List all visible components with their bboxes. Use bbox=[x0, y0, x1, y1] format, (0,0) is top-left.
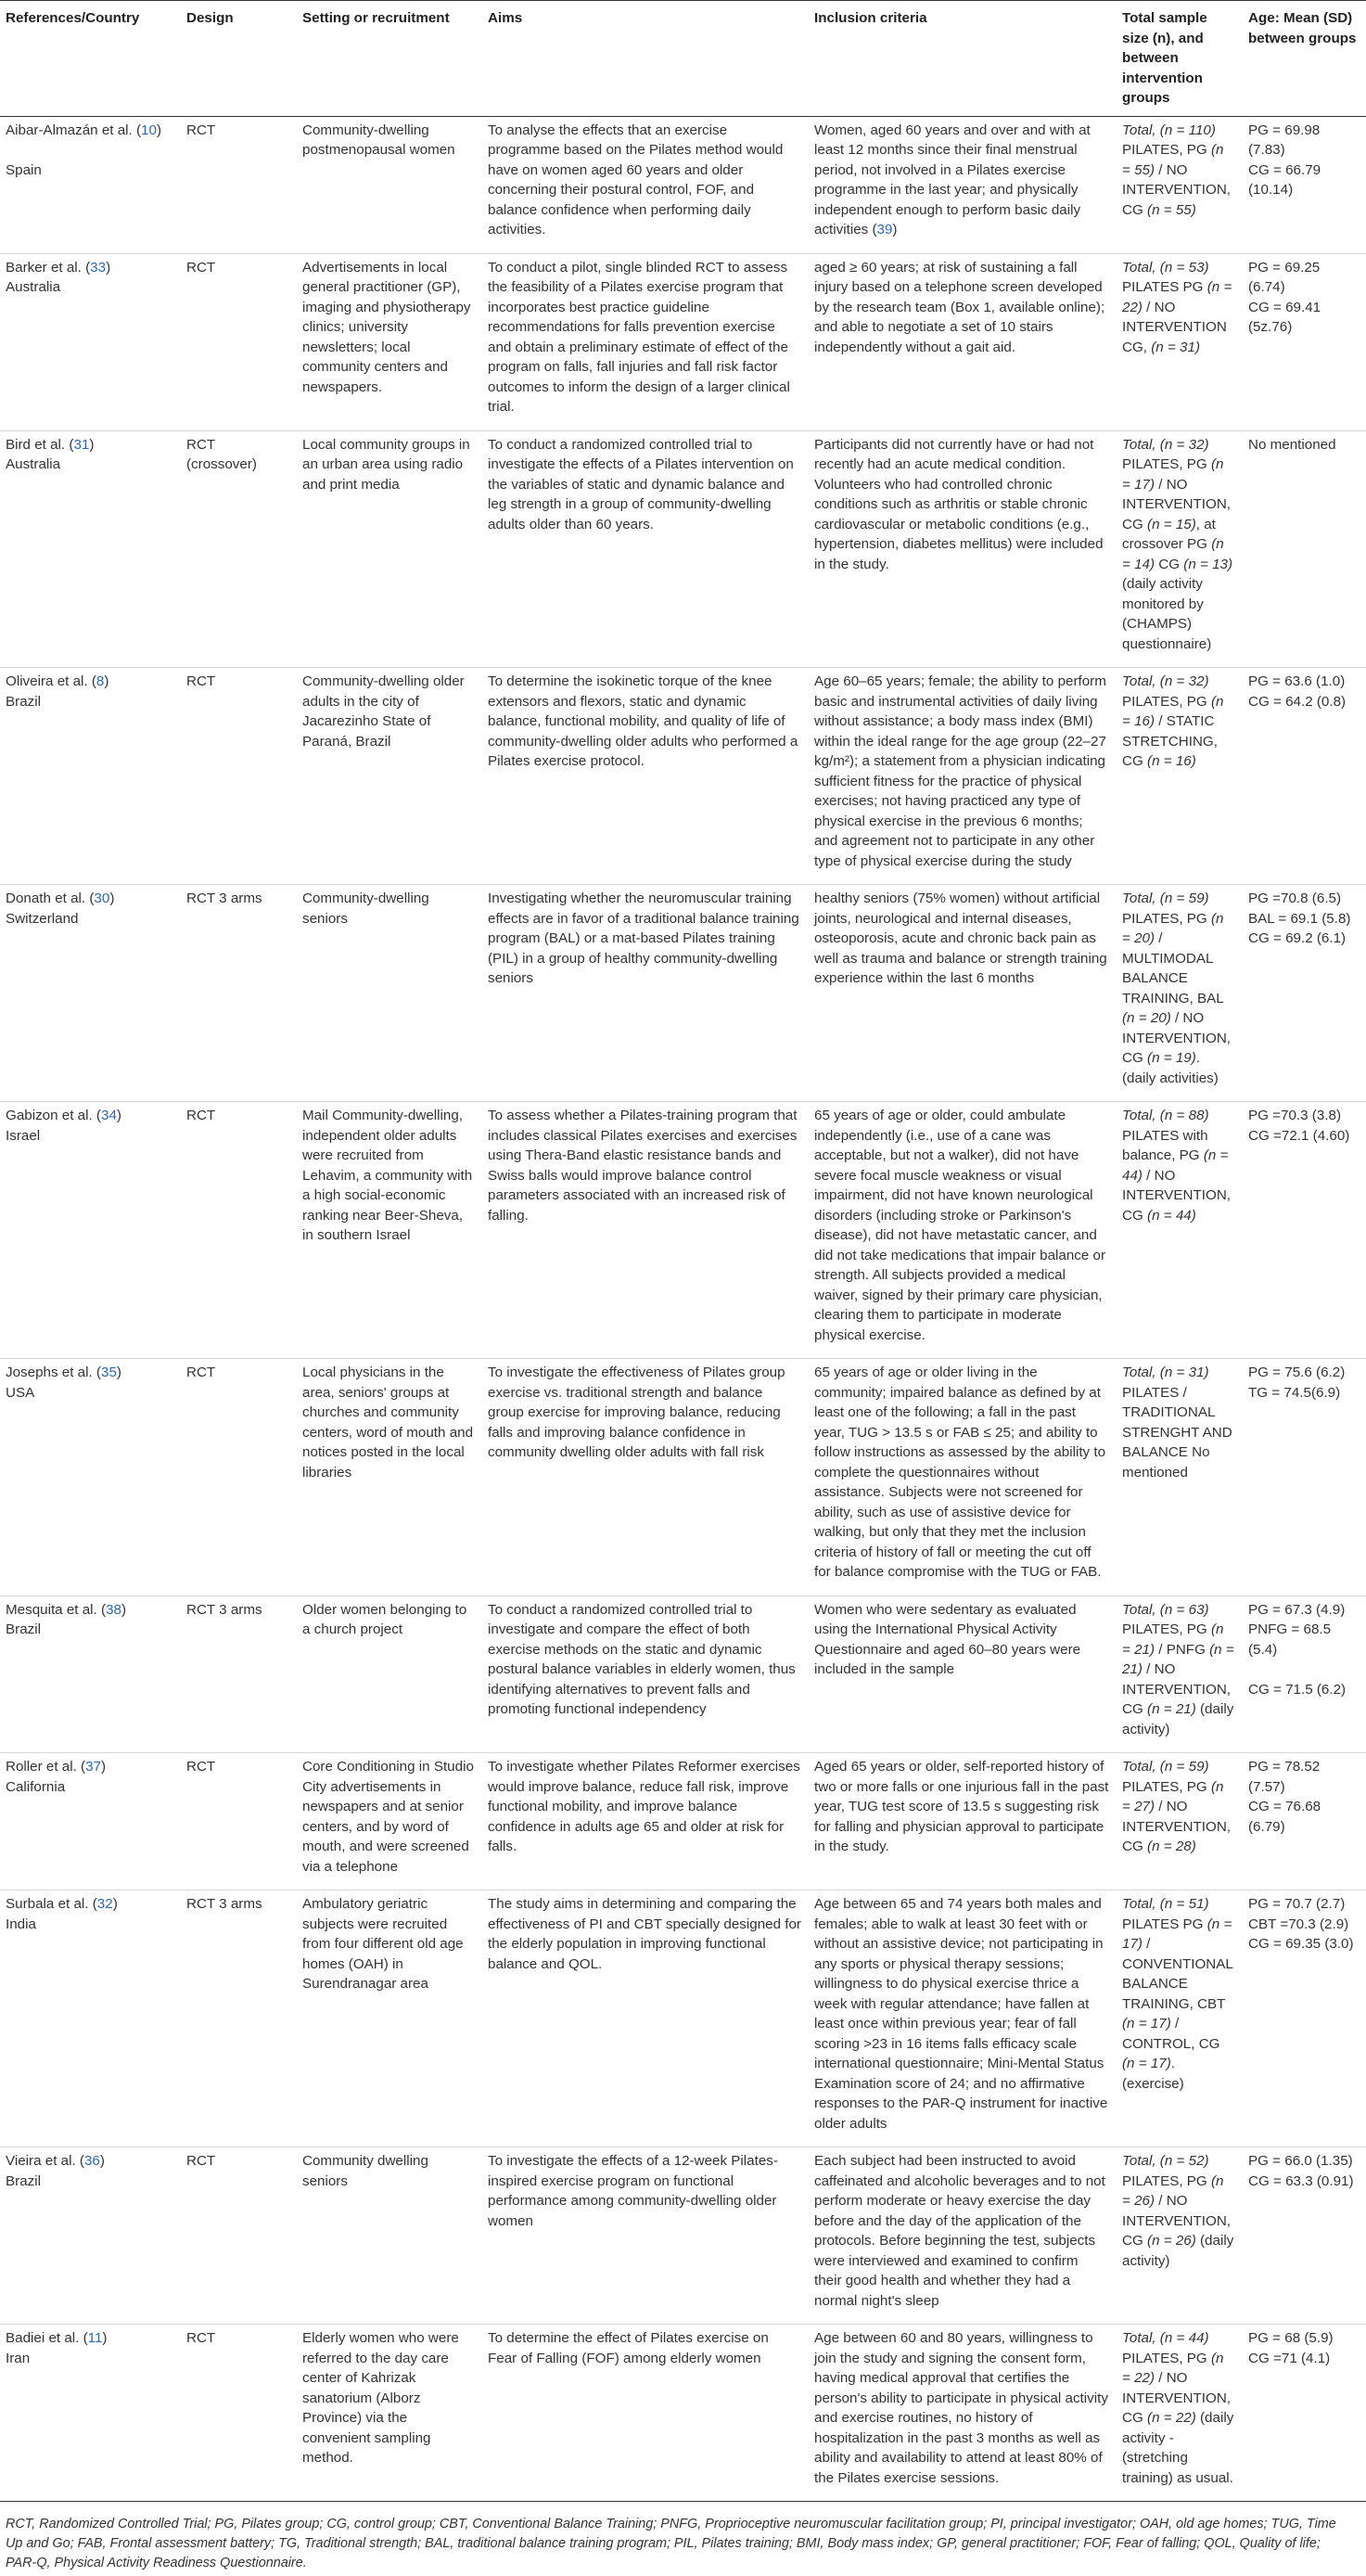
cell-design: RCT 3 arms bbox=[181, 1890, 297, 2147]
inclusion-text: aged ≥ 60 years; at risk of sustaining a fall injury based on a telephone screen developed by the research team (Box 1, available online); and able to negotiate a set of 10 stairs independently without a gait aid. bbox=[814, 259, 1105, 355]
reference-close: ) bbox=[121, 1601, 127, 1618]
age-value: PG = 69.25 (6.74) bbox=[1248, 259, 1321, 295]
cell-reference bbox=[0, 1890, 181, 2147]
reference-line bbox=[6, 1106, 173, 1126]
reference-close: ) bbox=[99, 2153, 105, 2169]
sample-groups: PILATES with balance, PG (n = 44) / NO INTERVENTION, CG (n = 44) bbox=[1122, 1127, 1232, 1224]
sample-total: Total, (n = 31) bbox=[1122, 1365, 1209, 1380]
sample-total: Total, (n = 59) bbox=[1122, 891, 1209, 906]
country: Brazil bbox=[6, 693, 41, 710]
age-value: PG = 68 (5.9) bbox=[1248, 2330, 1334, 2346]
age-value: PG = 78.52 (7.57) bbox=[1248, 1759, 1321, 1795]
reference-line bbox=[6, 672, 173, 692]
inclusion-text: Women, aged 60 years and over and with at least 12 months since their final menstrual period, not involved in a Pilates exercise programme in the last year; and physically independent enough to perform basic daily activities ( bbox=[814, 122, 1091, 237]
cell-age bbox=[1243, 253, 1366, 430]
reference-line bbox=[6, 2151, 173, 2172]
table-row bbox=[0, 2325, 1366, 2502]
reference-line bbox=[6, 435, 173, 455]
sample-total: Total, (n = 59) bbox=[1122, 1759, 1209, 1775]
cell-age bbox=[1243, 1753, 1366, 1890]
age-value: CG = 69.2 (6.1) bbox=[1248, 930, 1347, 946]
cell-sample-size bbox=[1117, 1359, 1243, 1596]
cell-setting: Community dwelling seniors bbox=[297, 2147, 482, 2325]
citation-link[interactable]: 31 bbox=[73, 436, 90, 453]
table-row bbox=[0, 430, 1366, 668]
cell-reference bbox=[0, 1359, 181, 1596]
header-design: Design bbox=[181, 1, 297, 117]
cell-reference bbox=[0, 668, 181, 885]
reference-close: ) bbox=[112, 1896, 118, 1912]
cell-age bbox=[1243, 1890, 1366, 2147]
reference-line bbox=[6, 1600, 173, 1621]
reference-line bbox=[6, 258, 173, 278]
header-setting: Setting or recruitment bbox=[297, 1, 482, 117]
cell-setting: Older women belonging to a church project bbox=[297, 1596, 482, 1753]
cell-setting: Community-dwelling older adults in the city of Jacarezinho State of Paraná, Brazil bbox=[297, 668, 482, 885]
cell-setting: Local physicians in the area, seniors' groups at churches and community centers, word of mouth and notices posted in the local libraries bbox=[297, 1359, 482, 1596]
citation-link[interactable]: 30 bbox=[94, 891, 110, 906]
cell-design: RCT bbox=[181, 1753, 297, 1890]
country: Australia bbox=[6, 456, 61, 472]
citation-link[interactable]: 34 bbox=[101, 1108, 117, 1123]
cell-aims: To determine the isokinetic torque of the knee extensors and flexors, static and dynamic balance, functional mobility, and quality of life of community-dwelling older adults who performed a Pilates exercise protocol. bbox=[482, 668, 809, 885]
table-footnote: RCT, Randomized Controlled Trial; PG, Pilates group; CG, control group; CBT, Conventional Balance Training; PNFG, Proprioceptive neuromuscular facilitation group; PI, principal investigator; OAH, old age homes; TUG, Time Up and Go; FAB, Frontal assessment battery; TG, Traditional strength; BAL, traditional balance training program; PIL, Pilates training; BMI, Body mass index; GP, general practitioner; FOF, Fear of falling; QOL, Quality of life; PAR-Q, Physical Activity Readiness Questionnaire. bbox=[6, 2517, 1336, 2570]
reference-author: Josephs et al. ( bbox=[6, 1365, 101, 1380]
reference-line bbox=[6, 889, 173, 909]
reference-line bbox=[6, 121, 173, 141]
cell-sample-size bbox=[1117, 430, 1243, 668]
age-value: CBT =70.3 (2.9) bbox=[1248, 1916, 1349, 1932]
cell-setting: Community-dwelling postmenopausal women bbox=[297, 116, 482, 253]
age-value: CG = 71.5 (6.2) bbox=[1248, 1681, 1347, 1698]
age-value: No mentioned bbox=[1248, 436, 1336, 453]
cell-reference bbox=[0, 430, 181, 668]
reference-close: ) bbox=[109, 891, 115, 906]
age-value: PG = 67.3 (4.9) bbox=[1248, 1601, 1346, 1618]
inclusion-text: 65 years of age or older living in the community; impaired balance as defined by at least one of the following; a fall in the past year, TUG > 13.5 s or FAB ≤ 25; and ability to follow instructions as assessed by the ability to complete the questionnaires without assistance. Subjects were not screened for ability, such as use of assistive device for walking, but only that they met the inclusion criteria of history of fall or meeting the cut off for balance compromise with the TUG or FAB. bbox=[814, 1365, 1106, 1580]
cell-design: RCT bbox=[181, 2147, 297, 2325]
table-row bbox=[0, 1890, 1366, 2147]
reference-author: Aibar-Almazán et al. ( bbox=[6, 122, 142, 138]
sample-total: Total, (n = 53) bbox=[1122, 259, 1209, 276]
sample-groups: PILATES PG (n = 17) / CONVENTIONAL BALANCE TRAINING, CBT (n = 17) / CONTROL, CG (n = 17). (exercise) bbox=[1122, 1916, 1233, 2092]
cell-sample-size bbox=[1117, 1753, 1243, 1890]
table-row bbox=[0, 1359, 1366, 1596]
inclusion-text: Age between 60 and 80 years, willingness to join the study and signing the consent form, having medical approval that certifies the person's ability to participate in physical activity and exercise routines, no history of hospitalization in the past 3 months as well as ability and availability to attend at least 80% of the Pilates exercise sessions. bbox=[814, 2330, 1108, 2486]
citation-link[interactable]: 38 bbox=[106, 1601, 121, 1618]
cell-age bbox=[1243, 885, 1366, 1102]
reference-close: ) bbox=[89, 436, 95, 453]
country: India bbox=[6, 1916, 36, 1932]
country: California bbox=[6, 1778, 66, 1795]
cell-inclusion bbox=[809, 2325, 1117, 2502]
cell-age bbox=[1243, 2325, 1366, 2502]
reference-author: Barker et al. ( bbox=[6, 259, 91, 276]
cell-sample-size bbox=[1117, 1596, 1243, 1753]
age-value: PG =70.8 (6.5) bbox=[1248, 891, 1342, 906]
age-value: PG = 75.6 (6.2) bbox=[1248, 1365, 1346, 1380]
cell-setting: Ambulatory geriatric subjects were recruited from four different old age homes (OAH) in Surendranagar area bbox=[297, 1890, 482, 2147]
cell-setting: Advertisements in local general practitioner (GP), imaging and physiotherapy clinics; university newsletters; local community centers and newspapers. bbox=[297, 253, 482, 430]
age-value: CG = 63.3 (0.91) bbox=[1248, 2172, 1354, 2189]
cell-reference bbox=[0, 2147, 181, 2325]
age-value: PG = 63.6 (1.0) bbox=[1248, 673, 1346, 689]
sample-groups: PILATES, PG (n = 55) / NO INTERVENTION, CG (n = 55) bbox=[1122, 142, 1232, 218]
reference-author: Bird et al. ( bbox=[6, 436, 74, 453]
sample-total: Total, (n = 110) bbox=[1122, 122, 1216, 138]
inclusion-after: ) bbox=[892, 222, 898, 237]
table-row bbox=[0, 668, 1366, 885]
cell-reference bbox=[0, 116, 181, 253]
cell-inclusion bbox=[809, 668, 1117, 885]
cell-age bbox=[1243, 1596, 1366, 1753]
sample-groups: PILATES, PG (n = 16) / STATIC STRETCHING, CG (n = 16) bbox=[1122, 693, 1224, 769]
inclusion-text: 65 years of age or older, could ambulate independently (i.e., use of a cane was acceptable, but not a walker), did not have severe focal muscle weakness or visual impairment, did not have known neurological disorders (including stroke or Parkinson's disease), did not have metastatic cancer, and did not take medications that impair balance or strength. All subjects provided a medical waiver, signed by their primary care physician, clearing them to participate in moderate physical exercise. bbox=[814, 1108, 1106, 1343]
cell-aims: To conduct a pilot, single blinded RCT to assess the feasibility of a Pilates exercise program that incorporates best practice guideline recommendations for falls prevention exercise and obtain a preliminary estimate of effect of the program on falls, fall injuries and fall risk factor outcomes to inform the design of a larger clinical trial. bbox=[482, 253, 809, 430]
table-row bbox=[0, 253, 1366, 430]
reference-author: Surbala et al. ( bbox=[6, 1896, 97, 1912]
cell-aims: To conduct a randomized controlled trial to investigate and compare the effect of both exercise methods on the static and dynamic postural balance variables in elderly women, thus identifying alternatives to prevent falls and promoting functional independency bbox=[482, 1596, 809, 1753]
cell-inclusion bbox=[809, 1359, 1117, 1596]
inclusion-text: Participants did not currently have or had not recently had an acute medical condition. Volunteers who had controlled chronic conditions such as arthritis or stable chronic cardiovascular or metabolic conditions (e.g., hypertension, diabetes mellitus) were included in the study. bbox=[814, 436, 1104, 572]
table-header-row bbox=[0, 1, 1366, 117]
age-value: CG = 69.35 (3.0) bbox=[1248, 1936, 1354, 1952]
table-row bbox=[0, 1596, 1366, 1753]
citation-link[interactable]: 10 bbox=[141, 122, 157, 138]
cell-aims: To investigate the effectiveness of Pilates group exercise vs. traditional strength and balance group exercise for improving balance, reducing falls and improving balance confidence in community dwelling older adults with fall risk bbox=[482, 1359, 809, 1596]
age-value: PG =70.3 (3.8) bbox=[1248, 1108, 1342, 1123]
cell-inclusion bbox=[809, 2147, 1117, 2325]
citation-link[interactable]: 32 bbox=[96, 1896, 113, 1912]
sample-total: Total, (n = 51) bbox=[1122, 1896, 1209, 1912]
age-value: CG = 66.79 (10.14) bbox=[1248, 161, 1321, 198]
cell-aims: To assess whether a Pilates-training program that includes classical Pilates exercises and exercises using Thera-Band elastic resistance bands and Swiss balls would improve balance control parameters associated with an increased risk of falling. bbox=[482, 1102, 809, 1359]
cell-setting: Elderly women who were referred to the day care center of Kahrizak sanatorium (Alborz Province) via the convenient sampling method. bbox=[297, 2325, 482, 2502]
cell-aims: To investigate the effects of a 12-week Pilates-inspired exercise program on functional performance among community-dwelling older women bbox=[482, 2147, 809, 2325]
country: Brazil bbox=[6, 2172, 41, 2189]
cell-inclusion bbox=[809, 1753, 1117, 1890]
table-row bbox=[0, 885, 1366, 1102]
reference-close: ) bbox=[102, 2330, 108, 2346]
cell-inclusion bbox=[809, 253, 1117, 430]
cell-aims: The study aims in determining and comparing the effectiveness of PI and CBT specially designed for the elderly population in improving functional balance and QOL. bbox=[482, 1890, 809, 2147]
cell-design: RCT bbox=[181, 1102, 297, 1359]
age-value bbox=[1248, 1660, 1359, 1680]
sample-total: Total, (n = 32) bbox=[1122, 673, 1209, 689]
cell-inclusion bbox=[809, 1596, 1117, 1753]
cell-setting: Core Conditioning in Studio City advertisements in newspapers and at senior centers, and by word of mouth, and were screened via a telephone bbox=[297, 1753, 482, 1890]
inclusion-text: Each subject had been instructed to avoid caffeinated and alcoholic beverages and to not perform moderate or heavy exercise the day before and the day of the application of the protocols. Before beginning the test, subjects were interviewed and examined to confirm their good health and whether they had a normal night's sleep bbox=[814, 2153, 1105, 2309]
inclusion-text: Aged 65 years or older, self-reported history of two or more falls or one injurious fall in the past year, TUG test score of 13.5 s suggesting risk for falling and physician approval to participate in the study. bbox=[814, 1759, 1109, 1854]
cell-aims: To conduct a randomized controlled trial to investigate the effects of a Pilates intervention on the variables of static and dynamic balance and leg strength in a group of community-dwelling adults older than 60 years. bbox=[482, 430, 809, 668]
age-value: PNFG = 68.5 (5.4) bbox=[1248, 1621, 1332, 1658]
header-inclusion: Inclusion criteria bbox=[809, 1, 1117, 117]
cell-design: RCT bbox=[181, 1359, 297, 1596]
cell-design: RCT bbox=[181, 253, 297, 430]
citation-link[interactable]: 36 bbox=[83, 2153, 100, 2169]
table-row bbox=[0, 1102, 1366, 1359]
reference-author: Badiei et al. ( bbox=[6, 2330, 88, 2346]
citation-link[interactable]: 11 bbox=[87, 2330, 103, 2346]
cell-sample-size bbox=[1117, 2325, 1243, 2502]
cell-sample-size bbox=[1117, 1102, 1243, 1359]
age-value: CG = 76.68 (6.79) bbox=[1248, 1799, 1321, 1835]
cell-inclusion bbox=[809, 430, 1117, 668]
cell-aims: Investigating whether the neuromuscular training effects are in favor of a traditional balance training program (BAL) or a mat-based Pilates training (PIL) in a group of healthy community-dwelling seniors bbox=[482, 885, 809, 1102]
sample-groups: PILATES PG (n = 22) / NO INTERVENTIONCG, (n = 31) bbox=[1122, 279, 1232, 355]
age-value: CG = 64.2 (0.8) bbox=[1248, 693, 1347, 710]
reference-close: ) bbox=[104, 673, 109, 689]
header-aims: Aims bbox=[482, 1, 809, 117]
reference-line bbox=[6, 1363, 173, 1383]
cell-sample-size bbox=[1117, 1890, 1243, 2147]
inclusion-text: Women who were sedentary as evaluated using the International Physical Activity Questionnaire and aged 60–80 years were included in the sample bbox=[814, 1601, 1081, 1677]
age-value: CG =72.1 (4.60) bbox=[1248, 1127, 1350, 1144]
cell-design: RCT bbox=[181, 2325, 297, 2502]
cell-design: RCT 3 arms bbox=[181, 885, 297, 1102]
citation-link[interactable]: 35 bbox=[101, 1365, 117, 1380]
cell-reference bbox=[0, 885, 181, 1102]
cell-age bbox=[1243, 2147, 1366, 2325]
sample-groups: PILATES / TRADITIONAL STRENGHT AND BALANCE No mentioned bbox=[1122, 1384, 1232, 1480]
country: Switzerland bbox=[6, 910, 79, 927]
cell-age bbox=[1243, 668, 1366, 885]
inclusion-text: healthy seniors (75% women) without artificial joints, neurological and internal diseases, osteoporosis, acute and chronic back pain as well as trauma and balance or strength training experience within the last 6 months bbox=[814, 891, 1107, 986]
cell-inclusion bbox=[809, 885, 1117, 1102]
reference-author: Roller et al. ( bbox=[6, 1759, 86, 1775]
cell-aims: To investigate whether Pilates Reformer exercises would improve balance, reduce fall risk, improve functional mobility, and improve balance confidence in adults age 65 and older at risk for falls. bbox=[482, 1753, 809, 1890]
reference-author: Donath et al. ( bbox=[6, 891, 95, 906]
cell-inclusion bbox=[809, 1102, 1117, 1359]
sample-total: Total, (n = 88) bbox=[1122, 1108, 1209, 1123]
reference-line bbox=[6, 2328, 173, 2349]
cell-inclusion bbox=[809, 1890, 1117, 2147]
inclusion-text: Age between 65 and 74 years both males and females; able to walk at least 30 feet with or without an assistive device; not participating in any sports or physical therapy sessions; willingness to do physical exercise thrice a week with regular attendance; have fallen at least once within previous year; fear of fall scoring >23 in 16 items falls efficacy scale international questionnaire; Mini-Mental Status Examination score of 24; and no affirmative responses to the PAR-Q instrument for inactive older adults bbox=[814, 1896, 1108, 2132]
cell-reference bbox=[0, 2325, 181, 2502]
cell-age bbox=[1243, 116, 1366, 253]
reference-author: Mesquita et al. ( bbox=[6, 1601, 107, 1618]
cell-design: RCT (crossover) bbox=[181, 430, 297, 668]
sample-groups: PILATES, PG (n = 26) / NO INTERVENTION, CG (n = 26) (daily activity) bbox=[1122, 2172, 1234, 2269]
reference-close: ) bbox=[106, 259, 111, 276]
header-references: References/Country bbox=[0, 1, 181, 117]
cell-setting: Community-dwelling seniors bbox=[297, 885, 482, 1102]
age-value: PG = 66.0 (1.35) bbox=[1248, 2153, 1353, 2169]
citation-link[interactable]: 39 bbox=[876, 222, 893, 237]
age-value: PG = 70.7 (2.7) bbox=[1248, 1896, 1346, 1912]
sample-total: Total, (n = 63) bbox=[1122, 1601, 1209, 1618]
reference-close: ) bbox=[116, 1108, 121, 1123]
inclusion-text: Age 60–65 years; female; the ability to perform basic and instrumental activities of daily living without assistance; a body mass index (BMI) within the ideal range for the age group (22–27 kg/m²); a statement from a physician indicating sufficient fitness for the practice of physical exercises; not having practiced any type of physical exercise in the previous 6 months; and agreement not to participate in any other type of physical exercise during the study bbox=[814, 673, 1106, 869]
cell-reference bbox=[0, 1596, 181, 1753]
citation-link[interactable]: 8 bbox=[96, 673, 105, 689]
reference-author: Vieira et al. ( bbox=[6, 2153, 84, 2169]
reference-line bbox=[6, 1757, 173, 1777]
reference-close: ) bbox=[116, 1365, 121, 1380]
cell-design: RCT 3 arms bbox=[181, 1596, 297, 1753]
cell-aims: To analyse the effects that an exercise programme based on the Pilates method would have on women aged 60 years and older concerning their postural control, FOF, and balance confidence when performing daily activities. bbox=[482, 116, 809, 253]
age-value: TG = 74.5(6.9) bbox=[1248, 1384, 1341, 1401]
table-row bbox=[0, 1753, 1366, 1890]
cell-age bbox=[1243, 1102, 1366, 1359]
cell-setting: Mail Community-dwelling, independent older adults were recruited from Lehavim, a community with a high social-economic ranking near Beer-Sheva, in southern Israel bbox=[297, 1102, 482, 1359]
age-value: CG = 69.41 (5z.76) bbox=[1248, 299, 1321, 335]
table-row bbox=[0, 116, 1366, 253]
cell-sample-size bbox=[1117, 253, 1243, 430]
reference-author: Gabizon et al. ( bbox=[6, 1108, 101, 1123]
country: USA bbox=[6, 1384, 35, 1401]
header-age: Age: Mean (SD) between groups bbox=[1243, 1, 1366, 117]
sample-total: Total, (n = 44) bbox=[1122, 2330, 1209, 2346]
sample-total: Total, (n = 32) bbox=[1122, 436, 1209, 453]
country: Israel bbox=[6, 1127, 41, 1144]
country: Spain bbox=[6, 161, 42, 178]
cell-inclusion bbox=[809, 116, 1117, 253]
citation-link[interactable]: 33 bbox=[90, 259, 107, 276]
cell-reference bbox=[0, 253, 181, 430]
reference-author: Oliveira et al. ( bbox=[6, 673, 96, 689]
sample-groups: PILATES, PG (n = 27) / NO INTERVENTION, CG (n = 28) bbox=[1122, 1778, 1232, 1854]
header-sample-size: Total sample size (n), and between intervention groups bbox=[1117, 1, 1243, 117]
country: Australia bbox=[6, 279, 61, 295]
cell-sample-size bbox=[1117, 2147, 1243, 2325]
sample-groups: PILATES, PG (n = 22) / NO INTERVENTION, CG (n = 22) (daily activity - (stretching training) as usual. bbox=[1122, 2350, 1234, 2486]
cell-sample-size bbox=[1117, 885, 1243, 1102]
table-row bbox=[0, 2147, 1366, 2325]
cell-age bbox=[1243, 1359, 1366, 1596]
cell-setting: Local community groups in an urban area using radio and print media bbox=[297, 430, 482, 668]
table-body bbox=[0, 116, 1366, 2502]
reference-close: ) bbox=[101, 1759, 107, 1775]
age-value: PG = 69.98 (7.83) bbox=[1248, 122, 1321, 158]
cell-sample-size bbox=[1117, 668, 1243, 885]
reference-line bbox=[6, 1894, 173, 1915]
cell-design: RCT bbox=[181, 668, 297, 885]
cell-design: RCT bbox=[181, 116, 297, 253]
sample-groups: PILATES, PG (n = 17) / NO INTERVENTION, CG (n = 15), at crossover PG (n = 14) CG (n = 13) (daily activity monitored by (CHAMPS) questionnaire) bbox=[1122, 456, 1233, 652]
cell-reference bbox=[0, 1753, 181, 1890]
cell-sample-size bbox=[1117, 116, 1243, 253]
age-value: CG =71 (4.1) bbox=[1248, 2350, 1331, 2366]
reference-close: ) bbox=[156, 122, 161, 138]
cell-age bbox=[1243, 430, 1366, 668]
country: Brazil bbox=[6, 1621, 41, 1637]
citation-link[interactable]: 37 bbox=[85, 1759, 101, 1775]
country: Iran bbox=[6, 2350, 31, 2366]
age-value: BAL = 69.1 (5.8) bbox=[1248, 910, 1351, 927]
cell-reference bbox=[0, 1102, 181, 1359]
sample-groups: PILATES, PG (n = 20) / MULTIMODAL BALANCE TRAINING, BAL (n = 20) / NO INTERVENTION, CG (n = 19). (daily activities) bbox=[1122, 910, 1232, 1086]
sample-total: Total, (n = 52) bbox=[1122, 2153, 1209, 2169]
cell-aims: To determine the effect of Pilates exercise on Fear of Falling (FOF) among elderly women bbox=[482, 2325, 809, 2502]
sample-groups: PILATES, PG (n = 21) / PNFG (n = 21) / NO INTERVENTION, CG (n = 21) (daily activity) bbox=[1122, 1621, 1234, 1737]
spacer-line bbox=[6, 140, 173, 160]
